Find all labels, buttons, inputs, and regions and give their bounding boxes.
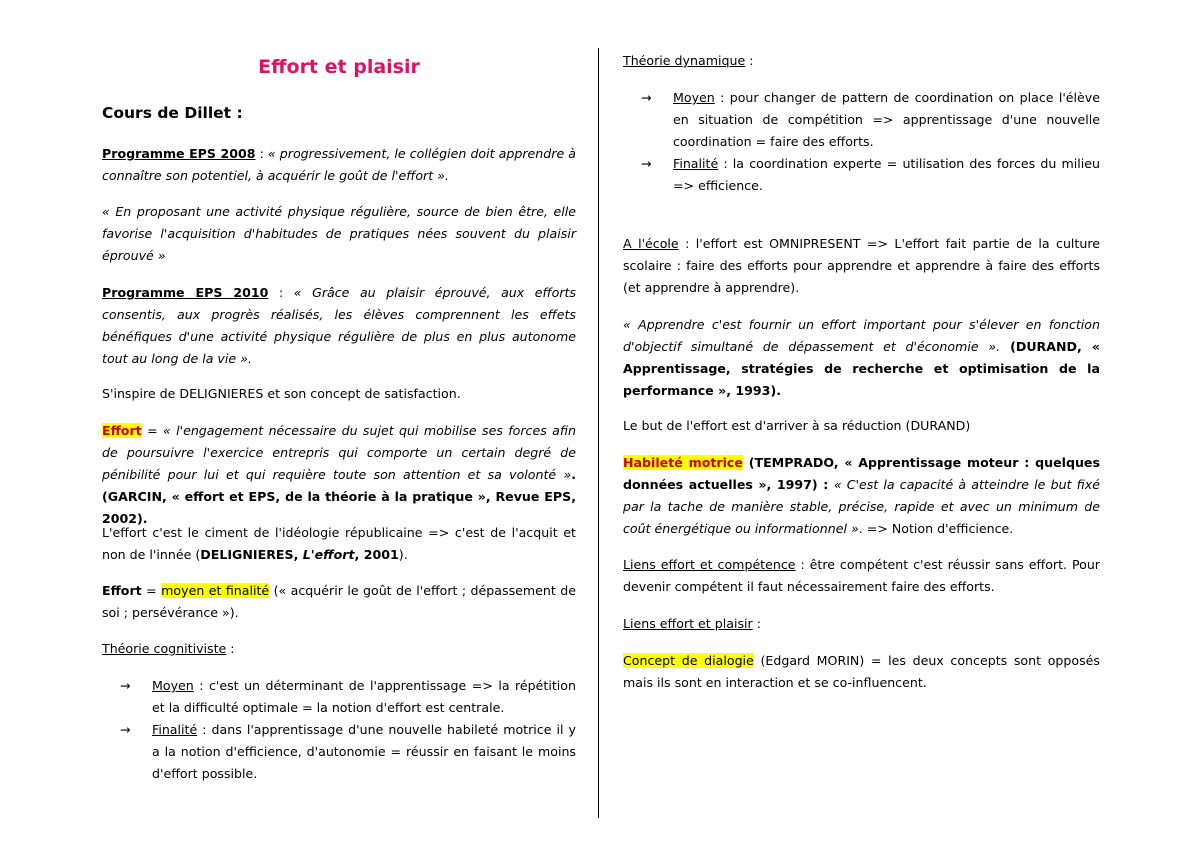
plaisir-heading: Liens effort et plaisir : bbox=[623, 616, 761, 631]
durand-quote-paragraph: « Apprendre c'est fournir un effort important pour s'élever en fonction d'objectif simultané de dépassement et d'économie ». (DURAND, « Apprentissage, stratégies de recherche et optimisation de la performance », 1993). bbox=[623, 317, 1100, 398]
prog2008-quote2: « En proposant une activité physique régulière, source de bien être, elle favorise l'acquisition d'habitudes de pratiques nées souvent du plaisir éprouvé » bbox=[102, 204, 576, 263]
moyen-finalite-highlight: moyen et finalité bbox=[161, 583, 270, 598]
competence-paragraph: Liens effort et compétence : être compétent c'est réussir sans effort. Pour devenir compétent il faut nécessairement faire des efforts. bbox=[623, 557, 1100, 594]
dynamique-heading: Théorie dynamique : bbox=[623, 53, 754, 68]
list-item: → Finalité : la coordination experte = utilisation des forces du milieu => efficience. bbox=[657, 153, 1100, 197]
prog2008-label: Programme EPS 2008 bbox=[102, 146, 256, 161]
prog2010-label: Programme EPS 2010 bbox=[102, 285, 269, 300]
habilete-paragraph: Habileté motrice (TEMPRADO, « Apprentissage moteur : quelques données actuelles », 1997) : « C'est la capacité à atteindre le but fixé par la tache de manière stable, précise, rapide et avec un minimum de coût énergétique ou informationnel ». => Notion d'efficience. bbox=[623, 455, 1100, 536]
inspire-paragraph: S'inspire de DELIGNIERES et son concept de satisfaction. bbox=[102, 386, 461, 401]
cognitiviste-heading: Théorie cognitiviste : bbox=[102, 641, 235, 656]
effort-definition: Effort = « l'engagement nécessaire du sujet qui mobilise ses forces afin de poursuivre l'exercice entrepris qui comporte un certain degré de pénibilité pour lui et qui requière toute son attention et sa volonté ». (GARCIN, « effort et EPS, de la théorie à la pratique », Revue EPS, 2002). bbox=[102, 423, 576, 526]
durand-ref: (DURAND, « Apprentissage, stratégies de recherche et optimisation de la performance », 1993). bbox=[623, 339, 1100, 398]
habilete-term: Habileté motrice bbox=[623, 455, 743, 470]
arrow-icon: → bbox=[641, 90, 652, 105]
ecole-paragraph: A l'école : l'effort est OMNIPRESENT => L'effort fait partie de la culture scolaire : faire des efforts pour apprendre et apprendre à faire des efforts (et apprendre à apprendre). bbox=[623, 236, 1100, 295]
dialogie-paragraph: Concept de dialogie (Edgard MORIN) = les deux concepts sont opposés mais ils sont en interaction et se co-influencent. bbox=[623, 653, 1100, 690]
course-heading: Cours de Dillet : bbox=[102, 104, 243, 122]
but-paragraph: Le but de l'effort est d'arriver à sa réduction (DURAND) bbox=[623, 418, 971, 433]
prog2008-quote: « progressivement, le collégien doit apprendre à connaître son potentiel, à acquérir le goût de l'effort ». bbox=[102, 146, 577, 183]
ciment-paragraph: L'effort c'est le ciment de l'idéologie républicaine => c'est de l'acquit et non de l'innée (DELIGNIERES, L'effort, 2001). bbox=[102, 525, 576, 562]
prog2010-paragraph: Programme EPS 2010 : « Grâce au plaisir éprouvé, aux efforts consentis, aux progrès réalisés, les élèves comprennent les effets bénéfiques d'une activité physique régulière de plus en plus autonome tout au long de la vie ». bbox=[102, 285, 576, 366]
page-title: Effort et plaisir bbox=[258, 56, 420, 78]
list-item: → Moyen : c'est un déterminant de l'apprentissage => la répétition et la difficulté optimale = la notion d'effort est centrale. bbox=[136, 675, 576, 719]
arrow-icon: → bbox=[120, 678, 131, 693]
moyen-finalite-paragraph: Effort = moyen et finalité (« acquérir le goût de l'effort ; dépassement de soi ; persévérance »). bbox=[102, 583, 576, 620]
dialogie-term: Concept de dialogie bbox=[623, 653, 754, 668]
list-item: → Moyen : pour changer de pattern de coordination on place l'élève en situation de compétition => apprentissage d'une nouvelle coordination = faire des efforts. bbox=[657, 87, 1100, 153]
column-divider bbox=[598, 48, 599, 818]
effort-term: Effort bbox=[102, 423, 142, 438]
garcin-ref: . (GARCIN, « effort et EPS, de la théorie à la pratique », Revue EPS, 2002). bbox=[102, 467, 576, 526]
prog2008-paragraph: Programme EPS 2008 : « progressivement, le collégien doit apprendre à connaître son potentiel, à acquérir le goût de l'effort ». bbox=[102, 146, 577, 183]
prog2010-quote: « Grâce au plaisir éprouvé, aux efforts consentis, aux progrès réalisés, les élèves comprennent les effets bénéfiques d'une activité physique régulière de plus en plus autonome tout au long de la vie ». bbox=[102, 285, 576, 366]
list-item: → Finalité : dans l'apprentissage d'une nouvelle habileté motrice il y a la notion d'efficience, d'autonomie = réussir en faisant le moins d'effort possible. bbox=[136, 719, 576, 785]
arrow-icon: → bbox=[641, 156, 652, 171]
arrow-icon: → bbox=[120, 722, 131, 737]
